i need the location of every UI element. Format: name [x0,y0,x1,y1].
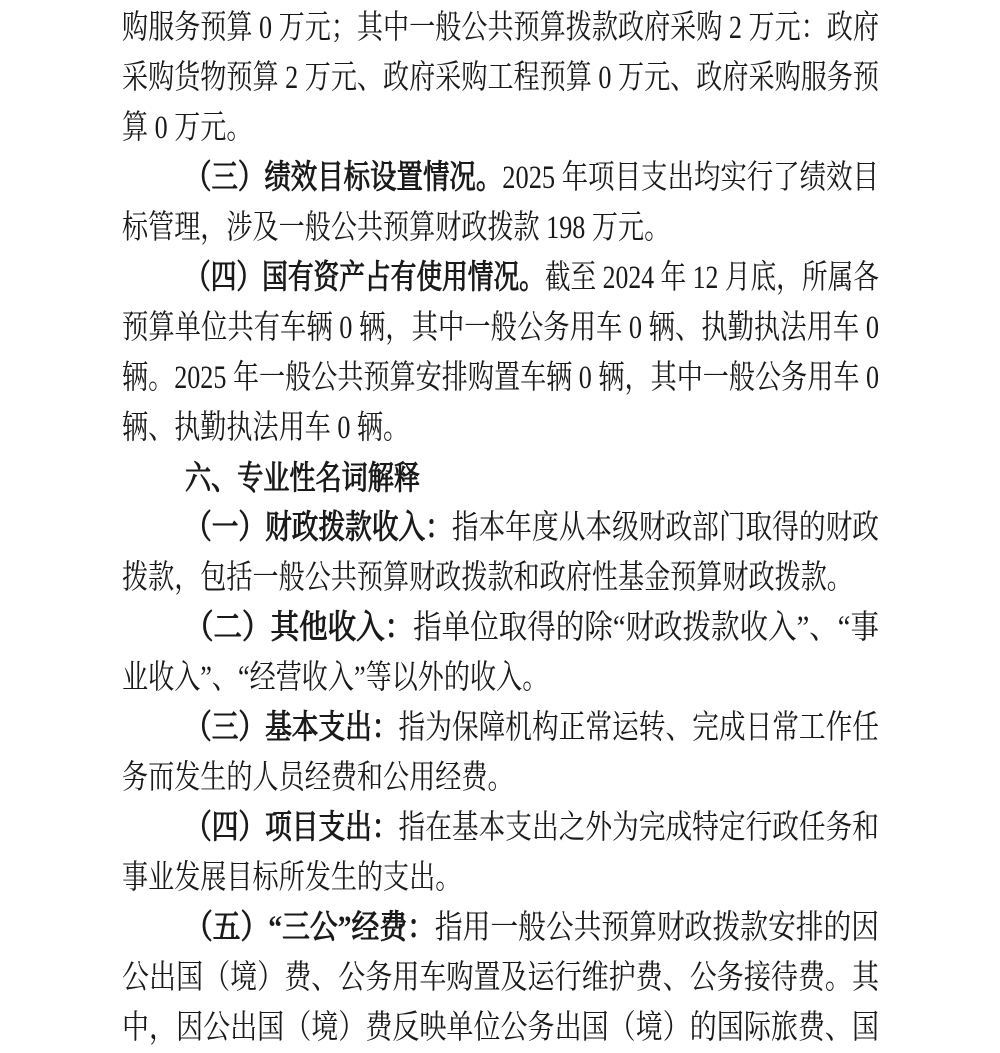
line-inner [122,53,879,103]
doc-line [122,553,879,603]
line-text: 购服务预算 0 万元；其中一般公共预算拨款政府采购 2 万元：政府 [122,10,879,46]
term-label-bold: （一）财政拨款收入： [185,510,452,546]
line-text: 公出国（境）费、公务用车购置及运行维护费、公务接待费。其 [122,960,879,996]
term-label-bold: （五）“三公”经费： [185,910,435,946]
line-inner [122,853,461,903]
doc-line [122,103,879,153]
line-inner [185,603,879,653]
line-inner [185,703,879,753]
doc-line [122,503,879,553]
doc-line [122,1003,879,1053]
term-label-bold: （三）基本支出： [185,710,399,746]
line-inner [122,403,409,453]
line-text: 指本年度从本级财政部门取得的财政 [451,510,879,546]
line-inner [122,553,853,603]
doc-line [122,853,879,903]
line-text: 指为保障机构正常运转、完成日常工作任 [398,710,879,746]
line-text: 务而发生的人员经费和公用经费。 [122,760,514,796]
line-text: 拨款，包括一般公共预算财政拨款和政府性基金预算财政拨款。 [122,560,853,596]
line-inner [122,353,879,403]
doc-line [122,903,879,953]
doc-line [122,303,879,353]
line-text: 事业发展目标所发生的支出。 [122,860,462,896]
line-inner [185,153,879,203]
doc-line [122,353,879,403]
lead-in-bold: （四）国有资产占有使用情况。 [185,260,545,296]
doc-line [122,803,879,853]
doc-line [122,253,879,303]
line-inner [185,803,879,853]
line-inner [122,1003,879,1053]
line-text: 辆。2025 年一般公共预算安排购置车辆 0 辆，其中一般公务用车 0 [122,360,879,396]
term-label-bold: （二）其他收入： [185,610,414,646]
doc-line [122,3,879,53]
line-text: 中，因公出国（境）费反映单位公务出国（境）的国际旅费、国 [122,1010,879,1046]
doc-line [122,53,879,103]
line-text: 预算单位共有车辆 0 辆，其中一般公务用车 0 辆、执勤执法用车 0 [122,310,879,346]
line-text: 业收入”、“经营收入”等以外的收入。 [122,660,549,696]
line-inner [185,453,420,503]
line-inner [122,753,514,803]
doc-line [122,703,879,753]
line-inner [185,253,879,303]
doc-line [122,753,879,803]
line-inner [185,903,879,953]
line-text: 2025 年项目支出均实行了绩效目 [502,160,879,196]
line-text: 采购货物预算 2 万元、政府采购工程预算 0 万元、政府采购服务预 [122,60,879,96]
line-inner [122,303,879,353]
line-inner [122,953,879,1003]
line-text: 截至 2024 年 12 月底，所属各 [544,260,879,296]
doc-line [122,153,879,203]
line-text: 指用一般公共预算财政拨款安排的因 [434,910,879,946]
doc-line [122,653,879,703]
doc-line [122,403,879,453]
line-text: 辆、执勤执法用车 0 辆。 [122,410,410,446]
doc-line [122,603,879,653]
line-text: 指在基本支出之外为完成特定行政任务和 [398,810,879,846]
lead-in-bold: （三）绩效目标设置情况。 [185,160,503,196]
doc-line [122,203,879,253]
heading-text: 六、专业性名词解释 [185,459,420,496]
line-text: 指单位取得的除“财政拨款收入”、“事 [413,610,879,646]
line-inner [122,103,253,153]
line-inner [122,3,879,53]
line-text: 算 0 万元。 [122,110,253,146]
line-inner [122,203,670,253]
line-text: 标管理，涉及一般公共预算财政拨款 198 万元。 [122,210,671,246]
section-heading [122,453,879,503]
line-inner [122,653,548,703]
doc-line [122,953,879,1003]
term-label-bold: （四）项目支出： [185,810,399,846]
line-inner [185,503,879,553]
